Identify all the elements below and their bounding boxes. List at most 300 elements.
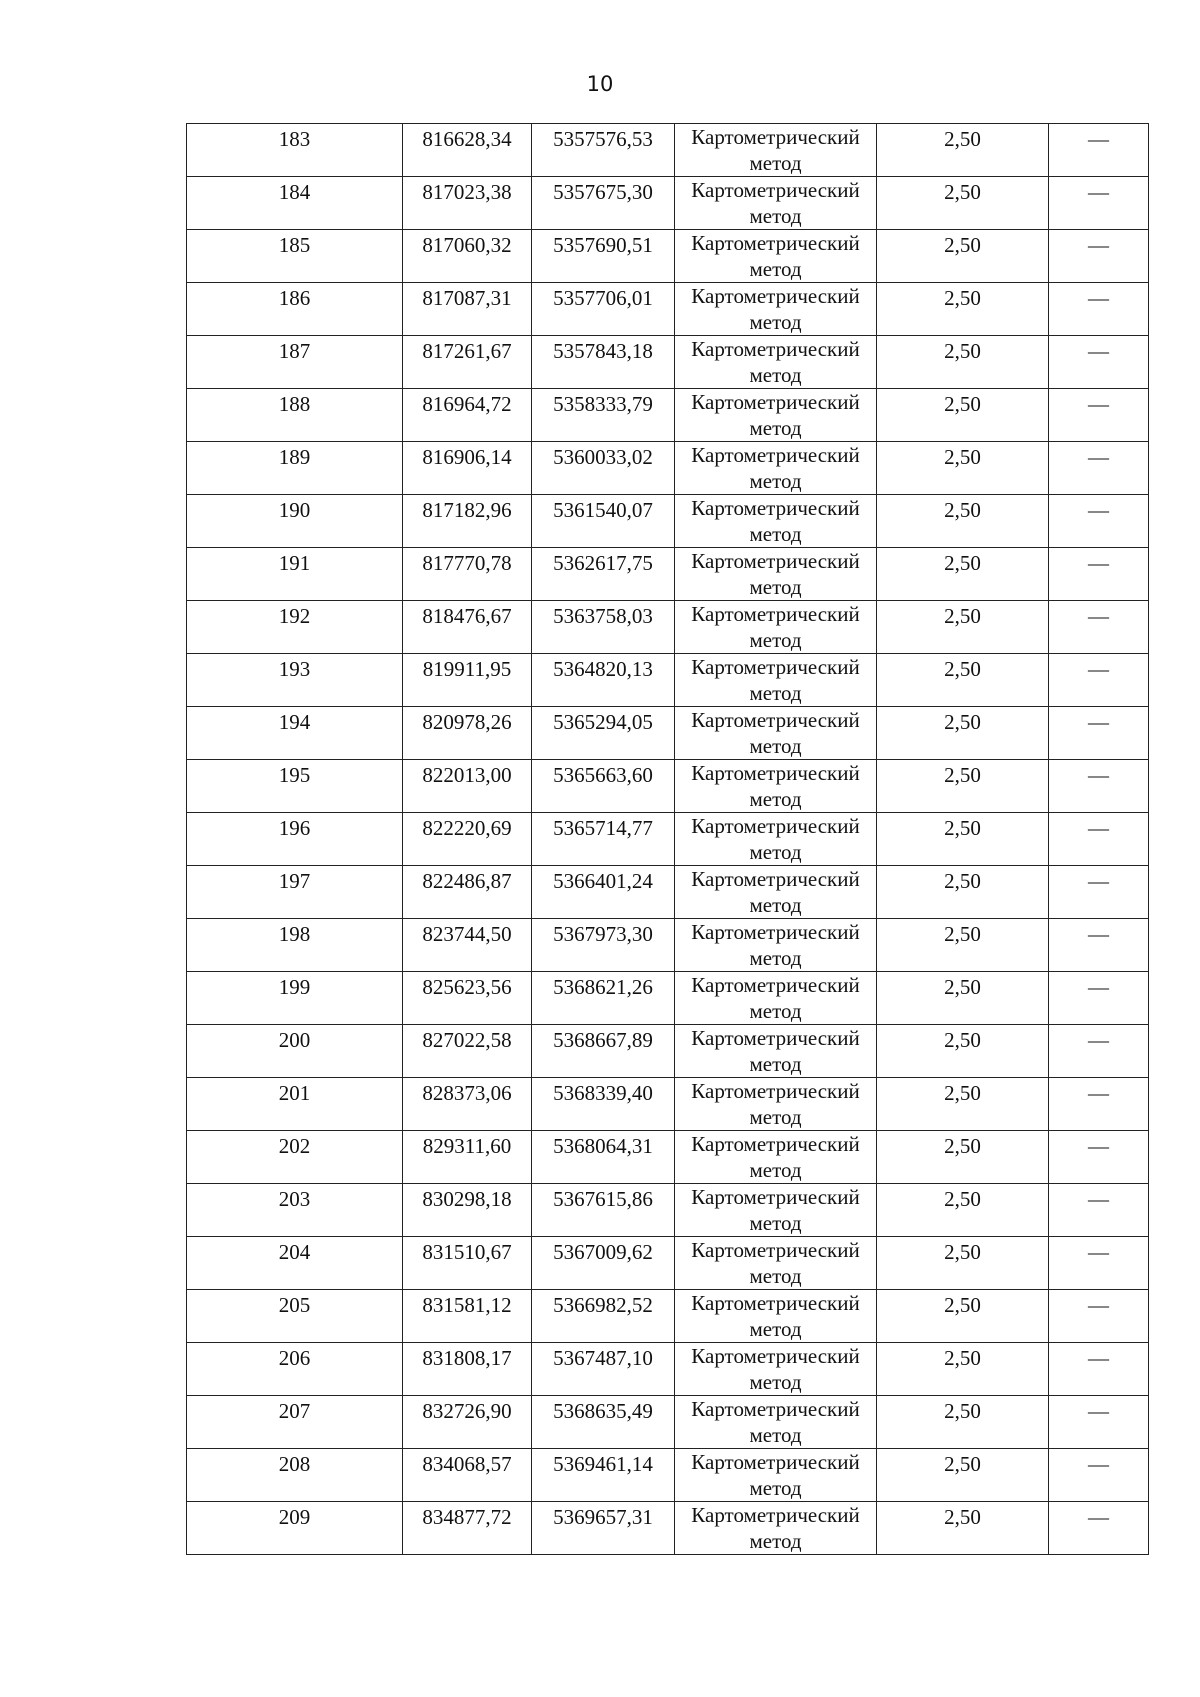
table-row bbox=[187, 495, 1149, 548]
y-coordinate-text: 5367973,30 bbox=[553, 922, 653, 946]
method-line-2: метод bbox=[749, 469, 802, 493]
point-number-cell bbox=[187, 1131, 403, 1184]
point-number-cell bbox=[187, 442, 403, 495]
x-coordinate-text: 823744,50 bbox=[422, 922, 512, 946]
description-cell bbox=[1049, 1343, 1149, 1396]
x-coordinate-text: 817770,78 bbox=[422, 551, 512, 575]
point-number-cell bbox=[187, 1290, 403, 1343]
description-cell bbox=[1049, 707, 1149, 760]
description-text: — bbox=[1088, 551, 1109, 575]
y-coordinate-cell bbox=[532, 389, 675, 442]
point-number-cell bbox=[187, 1502, 403, 1555]
point-number-cell bbox=[187, 1237, 403, 1290]
y-coordinate-cell bbox=[532, 813, 675, 866]
description-text: — bbox=[1088, 869, 1109, 893]
method-line-1: Картометрический bbox=[691, 1503, 860, 1527]
accuracy-cell bbox=[877, 866, 1049, 919]
accuracy-cell bbox=[877, 1025, 1049, 1078]
description-text: — bbox=[1088, 1134, 1109, 1158]
y-coordinate-text: 5368064,31 bbox=[553, 1134, 653, 1158]
description-cell bbox=[1049, 760, 1149, 813]
point-number-cell bbox=[187, 919, 403, 972]
point-number-cell bbox=[187, 866, 403, 919]
description-text: — bbox=[1088, 763, 1109, 787]
accuracy-cell bbox=[877, 1078, 1049, 1131]
y-coordinate-cell bbox=[532, 177, 675, 230]
description-cell bbox=[1049, 1449, 1149, 1502]
y-coordinate-cell bbox=[532, 548, 675, 601]
table-row bbox=[187, 336, 1149, 389]
x-coordinate-cell bbox=[403, 1502, 532, 1555]
point-number-cell bbox=[187, 177, 403, 230]
x-coordinate-text: 832726,90 bbox=[422, 1399, 512, 1423]
y-coordinate-cell bbox=[532, 230, 675, 283]
method-line-1: Картометрический bbox=[691, 178, 860, 202]
y-coordinate-cell bbox=[532, 1078, 675, 1131]
point-number-text: 198 bbox=[278, 922, 311, 946]
method-cell bbox=[675, 1184, 877, 1237]
page-number: 10 bbox=[586, 72, 614, 96]
x-coordinate-text: 834877,72 bbox=[422, 1505, 512, 1529]
accuracy-cell bbox=[877, 1449, 1049, 1502]
method-line-2: метод bbox=[749, 840, 802, 864]
x-coordinate-text: 816964,72 bbox=[422, 392, 512, 416]
method-cell bbox=[675, 654, 877, 707]
x-coordinate-cell bbox=[403, 1237, 532, 1290]
y-coordinate-text: 5357675,30 bbox=[553, 180, 653, 204]
method-line-2: метод bbox=[749, 310, 802, 334]
accuracy-text: 2,50 bbox=[944, 1028, 981, 1052]
accuracy-cell bbox=[877, 230, 1049, 283]
table-row bbox=[187, 601, 1149, 654]
method-cell bbox=[675, 548, 877, 601]
x-coordinate-text: 816906,14 bbox=[422, 445, 512, 469]
method-cell bbox=[675, 177, 877, 230]
point-number-cell bbox=[187, 495, 403, 548]
table-row bbox=[187, 230, 1149, 283]
method-line-1: Картометрический bbox=[691, 1344, 860, 1368]
y-coordinate-cell bbox=[532, 1184, 675, 1237]
method-line-1: Картометрический bbox=[691, 125, 860, 149]
point-number-cell bbox=[187, 548, 403, 601]
method-cell bbox=[675, 1449, 877, 1502]
accuracy-cell bbox=[877, 972, 1049, 1025]
method-line-1: Картометрический bbox=[691, 1132, 860, 1156]
accuracy-text: 2,50 bbox=[944, 286, 981, 310]
method-line-1: Картометрический bbox=[691, 443, 860, 467]
y-coordinate-cell bbox=[532, 654, 675, 707]
point-number-cell bbox=[187, 124, 403, 177]
description-text: — bbox=[1088, 1081, 1109, 1105]
y-coordinate-cell bbox=[532, 124, 675, 177]
y-coordinate-text: 5361540,07 bbox=[553, 498, 653, 522]
description-text: — bbox=[1088, 233, 1109, 257]
method-cell bbox=[675, 1290, 877, 1343]
description-text: — bbox=[1088, 1505, 1109, 1529]
description-cell bbox=[1049, 1131, 1149, 1184]
method-line-1: Картометрический bbox=[691, 496, 860, 520]
table-row bbox=[187, 1502, 1149, 1555]
table-row bbox=[187, 283, 1149, 336]
method-line-1: Картометрический bbox=[691, 1238, 860, 1262]
y-coordinate-text: 5368339,40 bbox=[553, 1081, 653, 1105]
description-text: — bbox=[1088, 657, 1109, 681]
accuracy-cell bbox=[877, 548, 1049, 601]
y-coordinate-cell bbox=[532, 601, 675, 654]
method-line-2: метод bbox=[749, 787, 802, 811]
method-line-1: Картометрический bbox=[691, 761, 860, 785]
method-line-1: Картометрический bbox=[691, 602, 860, 626]
x-coordinate-text: 822013,00 bbox=[422, 763, 512, 787]
method-cell bbox=[675, 1131, 877, 1184]
x-coordinate-cell bbox=[403, 1396, 532, 1449]
accuracy-cell bbox=[877, 336, 1049, 389]
description-cell bbox=[1049, 866, 1149, 919]
y-coordinate-cell bbox=[532, 919, 675, 972]
accuracy-cell bbox=[877, 1131, 1049, 1184]
point-number-cell bbox=[187, 1184, 403, 1237]
accuracy-text: 2,50 bbox=[944, 1187, 981, 1211]
point-number-cell bbox=[187, 654, 403, 707]
y-coordinate-text: 5357843,18 bbox=[553, 339, 653, 363]
accuracy-text: 2,50 bbox=[944, 1293, 981, 1317]
x-coordinate-cell bbox=[403, 654, 532, 707]
method-cell bbox=[675, 707, 877, 760]
table-row bbox=[187, 972, 1149, 1025]
accuracy-text: 2,50 bbox=[944, 816, 981, 840]
y-coordinate-cell bbox=[532, 442, 675, 495]
table-row bbox=[187, 813, 1149, 866]
method-line-2: метод bbox=[749, 1317, 802, 1341]
x-coordinate-text: 831510,67 bbox=[422, 1240, 512, 1264]
description-cell bbox=[1049, 1025, 1149, 1078]
accuracy-text: 2,50 bbox=[944, 922, 981, 946]
description-cell bbox=[1049, 654, 1149, 707]
method-line-2: метод bbox=[749, 1052, 802, 1076]
description-text: — bbox=[1088, 1399, 1109, 1423]
x-coordinate-cell bbox=[403, 760, 532, 813]
method-line-2: метод bbox=[749, 1529, 802, 1553]
method-cell bbox=[675, 760, 877, 813]
accuracy-text: 2,50 bbox=[944, 233, 981, 257]
accuracy-cell bbox=[877, 601, 1049, 654]
x-coordinate-cell bbox=[403, 1343, 532, 1396]
description-cell bbox=[1049, 177, 1149, 230]
method-line-1: Картометрический bbox=[691, 1026, 860, 1050]
x-coordinate-text: 819911,95 bbox=[422, 657, 512, 681]
accuracy-cell bbox=[877, 1184, 1049, 1237]
description-cell bbox=[1049, 601, 1149, 654]
y-coordinate-text: 5368667,89 bbox=[553, 1028, 653, 1052]
accuracy-cell bbox=[877, 813, 1049, 866]
x-coordinate-text: 817023,38 bbox=[422, 180, 512, 204]
method-line-1: Картометрический bbox=[691, 920, 860, 944]
method-line-2: метод bbox=[749, 416, 802, 440]
method-line-2: метод bbox=[749, 734, 802, 758]
table-row bbox=[187, 760, 1149, 813]
accuracy-text: 2,50 bbox=[944, 1240, 981, 1264]
accuracy-cell bbox=[877, 760, 1049, 813]
table-row bbox=[187, 124, 1149, 177]
description-cell bbox=[1049, 1502, 1149, 1555]
table-row bbox=[187, 1237, 1149, 1290]
method-line-2: метод bbox=[749, 575, 802, 599]
y-coordinate-text: 5367615,86 bbox=[553, 1187, 653, 1211]
accuracy-text: 2,50 bbox=[944, 975, 981, 999]
y-coordinate-text: 5365663,60 bbox=[553, 763, 653, 787]
description-text: — bbox=[1088, 604, 1109, 628]
method-line-1: Картометрический bbox=[691, 867, 860, 891]
x-coordinate-cell bbox=[403, 177, 532, 230]
description-cell bbox=[1049, 548, 1149, 601]
accuracy-text: 2,50 bbox=[944, 604, 981, 628]
description-cell bbox=[1049, 1396, 1149, 1449]
x-coordinate-text: 827022,58 bbox=[422, 1028, 512, 1052]
point-number-text: 185 bbox=[278, 233, 311, 257]
point-number-cell bbox=[187, 813, 403, 866]
description-text: — bbox=[1088, 1293, 1109, 1317]
method-line-2: метод bbox=[749, 151, 802, 175]
accuracy-text: 2,50 bbox=[944, 551, 981, 575]
description-text: — bbox=[1088, 286, 1109, 310]
y-coordinate-text: 5362617,75 bbox=[553, 551, 653, 575]
point-number-text: 206 bbox=[278, 1346, 311, 1370]
table-row bbox=[187, 1396, 1149, 1449]
accuracy-cell bbox=[877, 442, 1049, 495]
y-coordinate-cell bbox=[532, 1025, 675, 1078]
table-row bbox=[187, 389, 1149, 442]
x-coordinate-text: 818476,67 bbox=[422, 604, 512, 628]
accuracy-cell bbox=[877, 1396, 1049, 1449]
method-cell bbox=[675, 230, 877, 283]
point-number-text: 197 bbox=[278, 869, 311, 893]
y-coordinate-text: 5358333,79 bbox=[553, 392, 653, 416]
method-cell bbox=[675, 124, 877, 177]
description-text: — bbox=[1088, 127, 1109, 151]
method-cell bbox=[675, 1237, 877, 1290]
x-coordinate-cell bbox=[403, 601, 532, 654]
x-coordinate-cell bbox=[403, 495, 532, 548]
x-coordinate-cell bbox=[403, 442, 532, 495]
y-coordinate-text: 5366401,24 bbox=[553, 869, 653, 893]
method-cell bbox=[675, 336, 877, 389]
method-line-1: Картометрический bbox=[691, 1450, 860, 1474]
y-coordinate-text: 5367009,62 bbox=[553, 1240, 653, 1264]
point-number-text: 204 bbox=[278, 1240, 311, 1264]
description-cell bbox=[1049, 230, 1149, 283]
x-coordinate-text: 817060,32 bbox=[422, 233, 512, 257]
accuracy-text: 2,50 bbox=[944, 1399, 981, 1423]
accuracy-text: 2,50 bbox=[944, 392, 981, 416]
x-coordinate-text: 822486,87 bbox=[422, 869, 512, 893]
y-coordinate-text: 5357576,53 bbox=[553, 127, 653, 151]
description-cell bbox=[1049, 813, 1149, 866]
method-line-2: метод bbox=[749, 893, 802, 917]
x-coordinate-cell bbox=[403, 389, 532, 442]
method-line-1: Картометрический bbox=[691, 1291, 860, 1315]
x-coordinate-text: 817182,96 bbox=[422, 498, 512, 522]
accuracy-text: 2,50 bbox=[944, 180, 981, 204]
description-text: — bbox=[1088, 498, 1109, 522]
point-number-text: 189 bbox=[278, 445, 311, 469]
method-line-2: метод bbox=[749, 1423, 802, 1447]
method-line-2: метод bbox=[749, 1211, 802, 1235]
point-number-cell bbox=[187, 1396, 403, 1449]
accuracy-text: 2,50 bbox=[944, 445, 981, 469]
description-cell bbox=[1049, 1290, 1149, 1343]
x-coordinate-cell bbox=[403, 230, 532, 283]
method-line-2: метод bbox=[749, 999, 802, 1023]
accuracy-cell bbox=[877, 919, 1049, 972]
method-cell bbox=[675, 1078, 877, 1131]
x-coordinate-cell bbox=[403, 1184, 532, 1237]
x-coordinate-cell bbox=[403, 548, 532, 601]
method-cell bbox=[675, 813, 877, 866]
method-cell bbox=[675, 972, 877, 1025]
point-number-text: 187 bbox=[278, 339, 311, 363]
y-coordinate-text: 5368621,26 bbox=[553, 975, 653, 999]
point-number-text: 184 bbox=[278, 180, 311, 204]
accuracy-text: 2,50 bbox=[944, 1134, 981, 1158]
point-number-text: 196 bbox=[278, 816, 311, 840]
accuracy-text: 2,50 bbox=[944, 710, 981, 734]
coordinates-table bbox=[186, 123, 1149, 1555]
table-row bbox=[187, 1025, 1149, 1078]
point-number-text: 203 bbox=[278, 1187, 311, 1211]
method-line-1: Картометрический bbox=[691, 337, 860, 361]
method-line-1: Картометрический bbox=[691, 973, 860, 997]
x-coordinate-cell bbox=[403, 919, 532, 972]
method-line-1: Картометрический bbox=[691, 1185, 860, 1209]
method-cell bbox=[675, 601, 877, 654]
x-coordinate-text: 829311,60 bbox=[422, 1134, 512, 1158]
description-text: — bbox=[1088, 1346, 1109, 1370]
point-number-text: 183 bbox=[278, 127, 311, 151]
method-cell bbox=[675, 389, 877, 442]
description-text: — bbox=[1088, 1187, 1109, 1211]
accuracy-text: 2,50 bbox=[944, 869, 981, 893]
accuracy-text: 2,50 bbox=[944, 339, 981, 363]
point-number-cell bbox=[187, 1078, 403, 1131]
accuracy-text: 2,50 bbox=[944, 1081, 981, 1105]
method-line-2: метод bbox=[749, 1264, 802, 1288]
accuracy-text: 2,50 bbox=[944, 763, 981, 787]
y-coordinate-text: 5367487,10 bbox=[553, 1346, 653, 1370]
x-coordinate-text: 834068,57 bbox=[422, 1452, 512, 1476]
x-coordinate-cell bbox=[403, 866, 532, 919]
y-coordinate-text: 5365714,77 bbox=[553, 816, 653, 840]
point-number-cell bbox=[187, 1449, 403, 1502]
method-line-1: Картометрический bbox=[691, 549, 860, 573]
method-line-1: Картометрический bbox=[691, 708, 860, 732]
y-coordinate-cell bbox=[532, 336, 675, 389]
description-text: — bbox=[1088, 816, 1109, 840]
x-coordinate-text: 825623,56 bbox=[422, 975, 512, 999]
accuracy-text: 2,50 bbox=[944, 1505, 981, 1529]
x-coordinate-cell bbox=[403, 336, 532, 389]
y-coordinate-text: 5368635,49 bbox=[553, 1399, 653, 1423]
method-line-2: метод bbox=[749, 946, 802, 970]
table-row bbox=[187, 1343, 1149, 1396]
x-coordinate-text: 831581,12 bbox=[422, 1293, 512, 1317]
x-coordinate-text: 828373,06 bbox=[422, 1081, 512, 1105]
accuracy-cell bbox=[877, 283, 1049, 336]
point-number-text: 192 bbox=[278, 604, 311, 628]
description-cell bbox=[1049, 389, 1149, 442]
y-coordinate-text: 5366982,52 bbox=[553, 1293, 653, 1317]
accuracy-cell bbox=[877, 1290, 1049, 1343]
y-coordinate-text: 5365294,05 bbox=[553, 710, 653, 734]
accuracy-text: 2,50 bbox=[944, 498, 981, 522]
method-line-2: метод bbox=[749, 522, 802, 546]
table-row bbox=[187, 707, 1149, 760]
point-number-text: 209 bbox=[278, 1505, 311, 1529]
x-coordinate-text: 822220,69 bbox=[422, 816, 512, 840]
y-coordinate-cell bbox=[532, 707, 675, 760]
accuracy-text: 2,50 bbox=[944, 1452, 981, 1476]
x-coordinate-cell bbox=[403, 1078, 532, 1131]
description-text: — bbox=[1088, 1452, 1109, 1476]
accuracy-cell bbox=[877, 654, 1049, 707]
x-coordinate-text: 830298,18 bbox=[422, 1187, 512, 1211]
table-row bbox=[187, 654, 1149, 707]
point-number-text: 188 bbox=[278, 392, 311, 416]
point-number-text: 205 bbox=[278, 1293, 311, 1317]
accuracy-cell bbox=[877, 1502, 1049, 1555]
description-text: — bbox=[1088, 392, 1109, 416]
x-coordinate-text: 831808,17 bbox=[422, 1346, 512, 1370]
accuracy-cell bbox=[877, 1237, 1049, 1290]
description-text: — bbox=[1088, 975, 1109, 999]
y-coordinate-cell bbox=[532, 1502, 675, 1555]
method-line-2: метод bbox=[749, 1370, 802, 1394]
y-coordinate-cell bbox=[532, 1396, 675, 1449]
description-cell bbox=[1049, 336, 1149, 389]
y-coordinate-cell bbox=[532, 760, 675, 813]
method-line-2: метод bbox=[749, 1158, 802, 1182]
accuracy-cell bbox=[877, 177, 1049, 230]
x-coordinate-cell bbox=[403, 972, 532, 1025]
description-text: — bbox=[1088, 180, 1109, 204]
method-line-1: Картометрический bbox=[691, 390, 860, 414]
y-coordinate-text: 5364820,13 bbox=[553, 657, 653, 681]
y-coordinate-text: 5363758,03 bbox=[553, 604, 653, 628]
point-number-text: 191 bbox=[278, 551, 311, 575]
x-coordinate-cell bbox=[403, 124, 532, 177]
y-coordinate-cell bbox=[532, 495, 675, 548]
y-coordinate-cell bbox=[532, 283, 675, 336]
method-cell bbox=[675, 1502, 877, 1555]
y-coordinate-cell bbox=[532, 972, 675, 1025]
table-row bbox=[187, 1290, 1149, 1343]
table-row bbox=[187, 442, 1149, 495]
method-line-2: метод bbox=[749, 681, 802, 705]
accuracy-text: 2,50 bbox=[944, 1346, 981, 1370]
point-number-cell bbox=[187, 1343, 403, 1396]
x-coordinate-text: 817261,67 bbox=[422, 339, 512, 363]
description-cell bbox=[1049, 919, 1149, 972]
method-line-2: метод bbox=[749, 257, 802, 281]
table-row bbox=[187, 177, 1149, 230]
accuracy-text: 2,50 bbox=[944, 127, 981, 151]
point-number-cell bbox=[187, 230, 403, 283]
description-cell bbox=[1049, 1078, 1149, 1131]
table-row bbox=[187, 1078, 1149, 1131]
method-cell bbox=[675, 283, 877, 336]
x-coordinate-cell bbox=[403, 1449, 532, 1502]
method-line-2: метод bbox=[749, 628, 802, 652]
method-line-1: Картометрический bbox=[691, 284, 860, 308]
